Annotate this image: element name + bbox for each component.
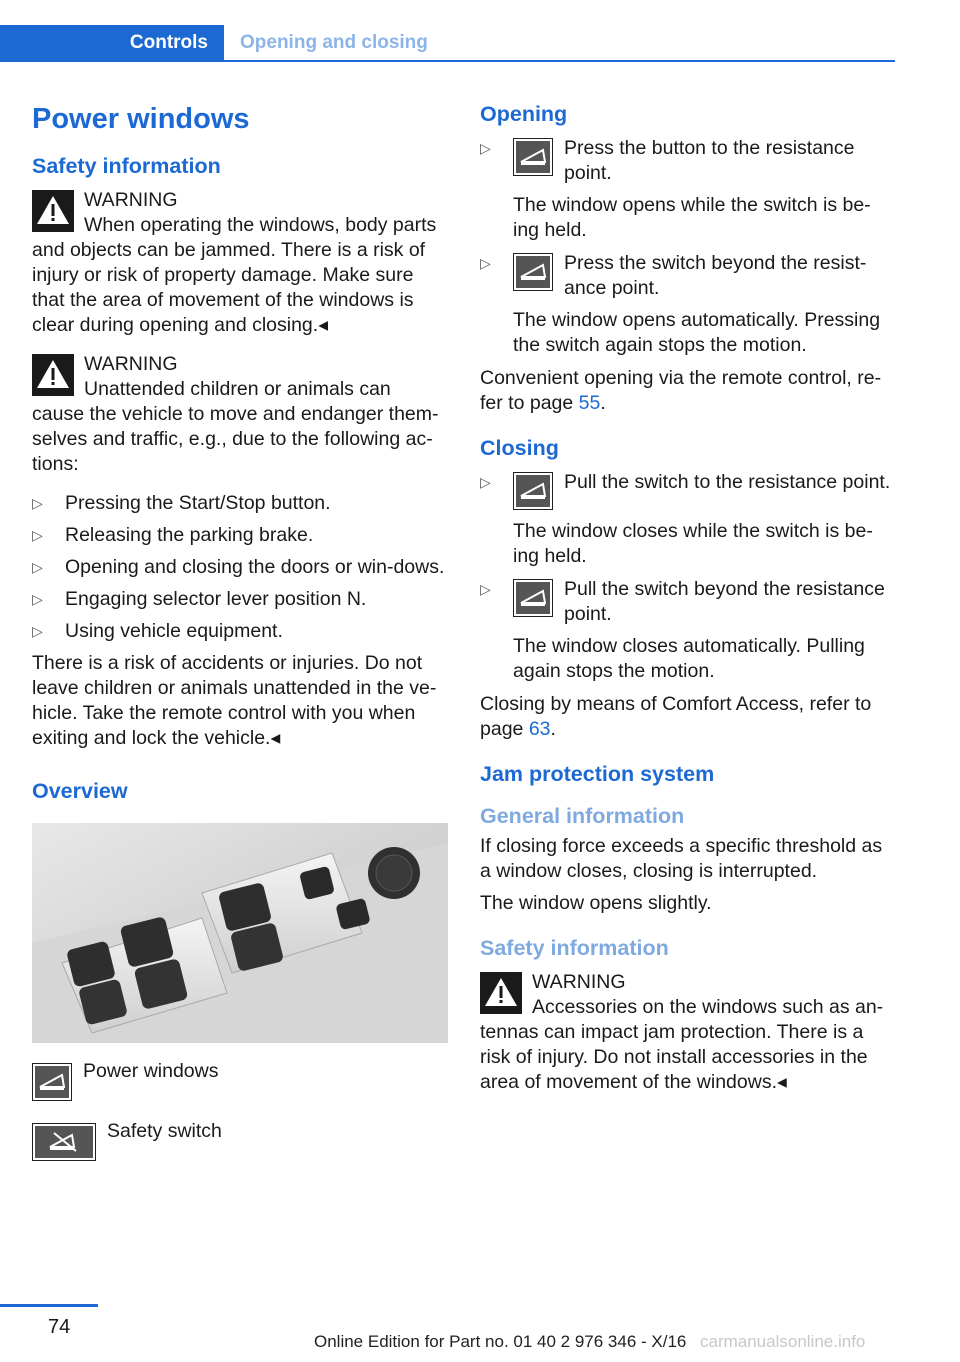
section-tab-controls[interactable]: Controls — [0, 25, 224, 61]
safety-info-heading: Safety information — [480, 936, 669, 960]
right-column — [480, 100, 896, 1109]
triangle-bullet-icon: ▷ — [480, 474, 491, 490]
list-item: ▷ Releasing the parking brake. — [32, 524, 314, 546]
list-item: ▷ Opening and closing the doors or win-dows. — [32, 556, 445, 578]
left-column — [32, 100, 448, 1179]
safety-heading: Safety information — [32, 154, 221, 178]
general-info-text-2: The window opens slightly. — [480, 892, 712, 914]
warning-label: WARNING — [84, 353, 178, 375]
footer-rule — [0, 1304, 98, 1307]
warning-block-3 — [480, 970, 896, 1095]
warning-triangle-icon — [32, 190, 74, 232]
page-link-63[interactable]: 63 — [528, 718, 551, 740]
triangle-bullet-icon: ▷ — [32, 591, 43, 607]
legend-label: Power windows — [83, 1060, 219, 1082]
warning-text: Unattended children or animals can cause the vehicle to move and endanger them-selves and traffic, e.g., due to the following ac-tions: — [32, 378, 439, 475]
comfort-access-text: Closing by means of Comfort Access, refer to page 63. — [480, 693, 872, 740]
step-result: The window opens automatically. Pressing the switch again stops the motion. — [513, 309, 881, 356]
warning-text: Accessories on the windows such as an-tennas can impact jam protection. There is a risk of injury. Do not install accessories in the area of movement of the windows.◂ — [480, 996, 884, 1093]
jam-protection-heading: Jam protection system — [480, 762, 715, 786]
opening-step-2 — [480, 251, 896, 358]
warning-block-2 — [32, 352, 448, 477]
closing-step-2 — [480, 577, 896, 684]
legend-safety-switch — [32, 1119, 448, 1179]
action-list — [32, 491, 448, 644]
warning-triangle-icon — [32, 354, 74, 396]
step-text: Press the button to the resistance point. — [564, 137, 855, 184]
window-switch-icon — [513, 579, 553, 617]
page-header — [0, 25, 895, 63]
list-item: ▷ Pressing the Start/Stop button. — [32, 492, 331, 514]
legend-power-windows — [32, 1059, 448, 1119]
warning-block-1 — [32, 188, 448, 338]
step-result: The window opens while the switch is be-ing held. — [513, 194, 871, 241]
closing-heading: Closing — [480, 436, 559, 460]
step-result: The window closes automatically. Pulling again stops the motion. — [513, 635, 865, 682]
warning-text: When operating the windows, body parts and objects can be jammed. There is a risk of injury or risk of property damage. Make sure that the area of movement of the windows is clear during opening and closing.◂ — [32, 214, 437, 336]
page-title: Power windows — [32, 103, 250, 135]
safety-switch-icon — [32, 1123, 96, 1161]
window-switch-icon — [513, 253, 553, 291]
triangle-bullet-icon: ▷ — [32, 495, 43, 511]
opening-step-1 — [480, 136, 896, 243]
remote-opening-text: Convenient opening via the remote control, re-fer to page 55. — [480, 367, 882, 414]
list-item: ▷ Using vehicle equipment. — [32, 620, 283, 642]
header-rule — [0, 60, 895, 62]
triangle-bullet-icon: ▷ — [480, 581, 491, 597]
watermark: carmanualsonline.info — [700, 1332, 866, 1351]
general-info-text-1: If closing force exceeds a specific threshold as a window closes, closing is interrupted. — [480, 835, 883, 882]
step-text: Pull the switch beyond the resistance point. — [564, 578, 885, 625]
window-switch-photo — [32, 823, 448, 1043]
triangle-bullet-icon: ▷ — [32, 559, 43, 575]
edition-text: Online Edition for Part no. 01 40 2 976 346 - X/16 — [314, 1332, 687, 1351]
triangle-bullet-icon: ▷ — [480, 140, 491, 156]
warning-triangle-icon — [480, 972, 522, 1014]
window-switch-icon — [513, 138, 553, 176]
warning-label: WARNING — [532, 971, 626, 993]
triangle-bullet-icon: ▷ — [480, 255, 491, 271]
triangle-bullet-icon: ▷ — [32, 527, 43, 543]
page-number: 74 — [48, 1316, 71, 1338]
general-info-heading: General information — [480, 804, 685, 828]
warning-label: WARNING — [84, 189, 178, 211]
step-result: The window closes while the switch is be-ing held. — [513, 520, 873, 567]
window-switch-icon — [513, 472, 553, 510]
overview-heading: Overview — [32, 779, 128, 803]
risk-text: There is a risk of accidents or injuries. Do not leave children or animals unattended in the ve-hicle. Take the remote control with you when exiting and lock the vehicle.◂ — [32, 652, 437, 749]
triangle-bullet-icon: ▷ — [32, 623, 43, 639]
closing-step-1 — [480, 470, 896, 569]
opening-heading: Opening — [480, 102, 568, 126]
window-switch-icon — [32, 1063, 72, 1101]
step-text: Pull the switch to the resistance point. — [564, 471, 891, 493]
section-tab-opening-closing[interactable]: Opening and closing — [240, 32, 428, 53]
page-link-55[interactable]: 55 — [578, 392, 601, 414]
list-item: ▷ Engaging selector lever position N. — [32, 588, 367, 610]
legend-label: Safety switch — [107, 1120, 222, 1142]
step-text: Press the switch beyond the resist-ance point. — [564, 252, 867, 299]
